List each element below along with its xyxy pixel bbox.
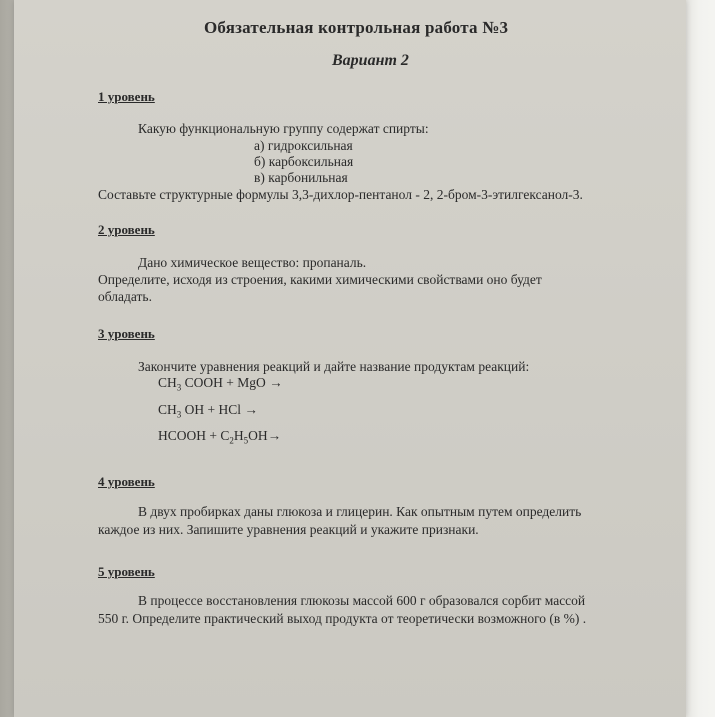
level-1-heading: 1 уровень (98, 89, 155, 104)
level-5-line-2: 550 г. Определите практический выход продукта от теоретически возможного (в %) . (98, 611, 587, 626)
variant-title: Вариант 2 (332, 52, 409, 69)
level-4-line-1: В двух пробирках даны глюкоза и глицерин. Как опытным путем определить (138, 504, 582, 519)
equation-3: HCOOH + $C_2H_5OH\to$ (158, 428, 282, 446)
equation-2: $CH_3$ OH + HCl → (158, 402, 258, 420)
level-4-heading: 4 уровень (98, 474, 155, 489)
equation-1: $CH_3$ COOH + MgO → (158, 375, 283, 393)
page-title: Обязательная контрольная работа №3 (204, 18, 509, 37)
level-1-question: Какую функциональную группу содержат спирты: (138, 121, 429, 136)
level-2-line-2: Определите, исходя из строения, какими химическими свойствами оно будет (98, 272, 542, 287)
test-paper (14, 0, 686, 717)
level-3-heading: 3 уровень (98, 326, 155, 341)
level-5-heading: 5 уровень (98, 564, 155, 579)
level-3-intro: Закончите уравнения реакций и дайте название продуктам реакций: (138, 359, 530, 374)
level-1-option-a: а) гидроксильная (254, 138, 353, 153)
level-5-line-1: В процессе восстановления глюкозы массой 600 г образовался сорбит массой (138, 593, 586, 608)
level-2-line-1: Дано химическое вещество: пропаналь. (138, 255, 367, 270)
level-2-line-3: обладать. (98, 289, 152, 304)
level-1-option-b: б) карбоксильная (254, 154, 354, 169)
level-4-line-2: каждое из них. Запишите уравнения реакций и укажите признаки. (98, 522, 479, 537)
level-2-heading: 2 уровень (98, 222, 155, 237)
level-1-task: Составьте структурные формулы 3,3-дихлор-пентанол - 2, 2-бром-3-этилгексанол-3. (98, 187, 583, 202)
level-1-option-c: в) карбонильная (254, 170, 348, 185)
